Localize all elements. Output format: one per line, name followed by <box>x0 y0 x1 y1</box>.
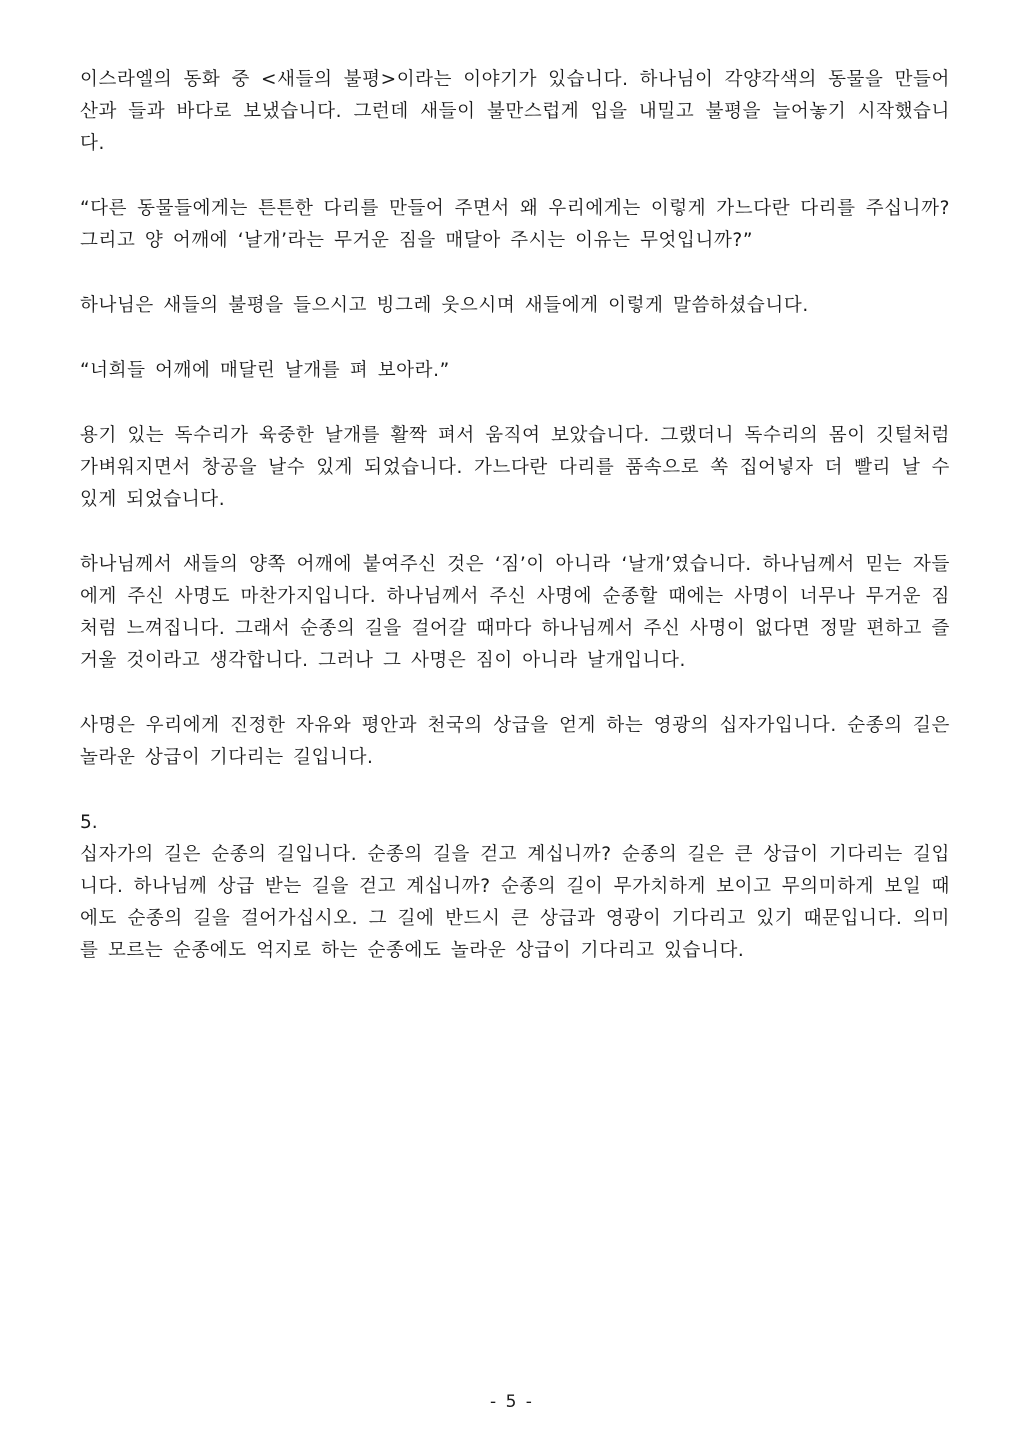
section-number: 5. <box>80 812 98 833</box>
section-paragraph: 십자가의 길은 순종의 길입니다. 순종의 길을 걷고 계십니까? 순종의 길은 큰 상급이 기다리는 길입니다. 하나님께 상급 받는 길을 걷고 계십니까? 순종의 길이 무가치하게 보이고 무의미하게 보일 때에도 순종의 길을 걸어가십시오. 그 길에 반드시 큰 상급과 영광이 기다리고 있기 때문입니다. 의미를 모르는 순종에도 억지로 하는 순종에도 놀라운 상급이 기다리고 있습니다. <box>80 844 950 961</box>
page-number: - 5 - <box>490 1392 534 1412</box>
paragraph: “다른 동물들에게는 튼튼한 다리를 만들어 주면서 왜 우리에게는 이렇게 가느다란 다리를 주십니까? 그리고 양 어깨에 ‘날개’라는 무거운 짐을 매달아 주시는 이유는 무엇입니까?” <box>80 198 950 251</box>
paragraph: 하나님께서 새들의 양쪽 어깨에 붙여주신 것은 ‘짐’이 아니라 ‘날개’였습니다. 하나님께서 믿는 자들에게 주신 사명도 마찬가지입니다. 하나님께서 주신 사명에 순종할 때에는 사명이 너무나 무거운 짐처럼 느껴집니다. 그래서 순종의 길을 걸어갈 때마다 하나님께서 주신 사명이 없다면 정말 편하고 즐거울 것이라고 생각합니다. 그러나 그 사명은 짐이 아니라 날개입니다. <box>80 554 950 671</box>
paragraph: 하나님은 새들의 불평을 들으시고 빙그레 웃으시며 새들에게 이렇게 말씀하셨습니다. <box>80 295 809 316</box>
paragraph: “너희들 어깨에 매달린 날개를 펴 보아라.” <box>80 360 450 381</box>
section-5 <box>80 807 950 967</box>
paragraph: 용기 있는 독수리가 육중한 날개를 활짝 펴서 움직여 보았습니다. 그랬더니 독수리의 몸이 깃털처럼 가벼워지면서 창공을 날수 있게 되었습니다. 가느다란 다리를 품속으로 쏙 집어넣자 더 빨리 날 수 있게 되었습니다. <box>80 425 950 510</box>
paragraph: 이스라엘의 동화 중 <새들의 불평>이라는 이야기가 있습니다. 하나님이 각양각색의 동물을 만들어 산과 들과 바다로 보냈습니다. 그런데 새들이 불만스럽게 입을 내밀고 불평을 늘어놓기 시작했습니다. <box>80 69 950 154</box>
paragraph: 사명은 우리에게 진정한 자유와 평안과 천국의 상급을 얻게 하는 영광의 십자가입니다. 순종의 길은 놀라운 상급이 기다리는 길입니다. <box>80 715 950 768</box>
page-body <box>80 64 950 967</box>
